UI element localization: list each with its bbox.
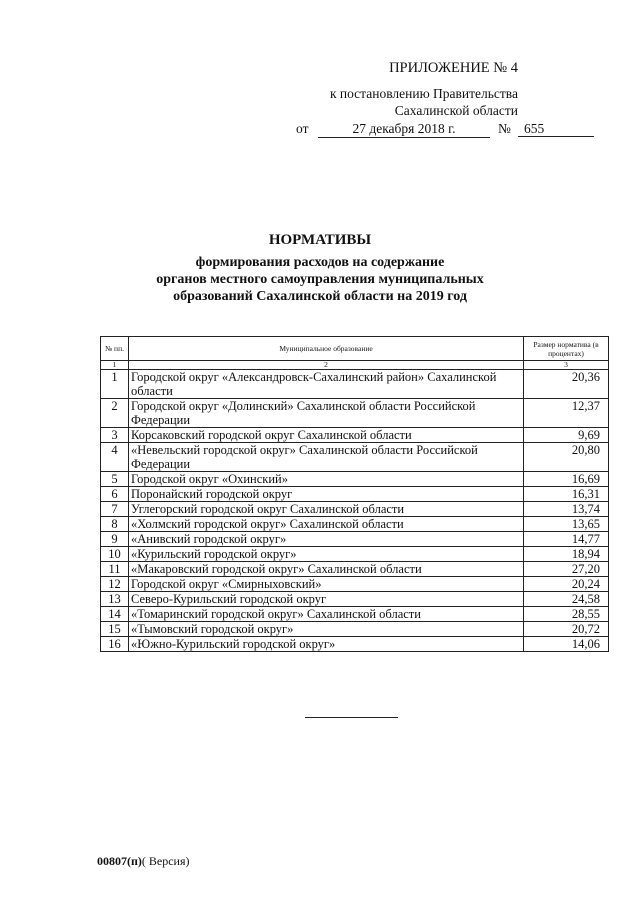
row-municipality: Северо-Курильский городской округ <box>129 592 524 607</box>
row-number: 1 <box>101 370 129 399</box>
row-municipality: «Тымовский городской округ» <box>129 622 524 637</box>
row-norm-value: 14,77 <box>524 532 609 547</box>
row-norm-value: 27,20 <box>524 562 609 577</box>
row-municipality: «Макаровский городской округ» Сахалинской области <box>129 562 524 577</box>
row-norm-value: 16,69 <box>524 472 609 487</box>
table-row <box>101 562 609 577</box>
table-row <box>101 399 609 428</box>
table-row <box>101 637 609 652</box>
header-num: № пп. <box>101 337 129 361</box>
table-row <box>101 517 609 532</box>
table-row <box>101 428 609 443</box>
row-norm-value: 20,24 <box>524 577 609 592</box>
table-row <box>101 370 609 399</box>
table-row <box>101 532 609 547</box>
footer-version: ( Версия) <box>141 854 190 868</box>
row-number: 13 <box>101 592 129 607</box>
row-number: 2 <box>101 399 129 428</box>
row-norm-value: 12,37 <box>524 399 609 428</box>
table-row <box>101 622 609 637</box>
table-row <box>101 443 609 472</box>
row-municipality: «Анивский городской округ» <box>129 532 524 547</box>
row-municipality: «Холмский городской округ» Сахалинской области <box>129 517 524 532</box>
row-municipality: «Томаринский городской округ» Сахалинской области <box>129 607 524 622</box>
row-norm-value: 16,31 <box>524 487 609 502</box>
row-norm-value: 20,80 <box>524 443 609 472</box>
footer-code <box>97 854 190 869</box>
row-number: 8 <box>101 517 129 532</box>
table-row <box>101 577 609 592</box>
row-norm-value: 14,06 <box>524 637 609 652</box>
row-number: 12 <box>101 577 129 592</box>
row-number: 16 <box>101 637 129 652</box>
header-norm-size: Размер норматива (в процентах) <box>524 337 609 361</box>
row-municipality: Городской округ «Охинский» <box>129 472 524 487</box>
decree-number: 655 <box>518 121 594 137</box>
row-norm-value: 24,58 <box>524 592 609 607</box>
appendix-ref-line2: Сахалинской области <box>394 103 518 118</box>
row-municipality: Городской округ «Александровск-Сахалинский район» Сахалинской области <box>129 370 524 399</box>
row-number: 6 <box>101 487 129 502</box>
row-norm-value: 13,65 <box>524 517 609 532</box>
index-row <box>101 361 609 370</box>
table-row <box>101 607 609 622</box>
document-subtitle-line1: формирования расходов на содержание <box>195 255 445 270</box>
row-municipality: Городской округ «Смирныховский» <box>129 577 524 592</box>
row-number: 7 <box>101 502 129 517</box>
end-divider <box>305 717 398 718</box>
table-row <box>101 547 609 562</box>
row-norm-value: 28,55 <box>524 607 609 622</box>
row-number: 15 <box>101 622 129 637</box>
table-row <box>101 472 609 487</box>
document-subtitle-line3: образований Сахалинской области на 2019 год <box>173 289 467 304</box>
row-norm-value: 18,94 <box>524 547 609 562</box>
from-label: от <box>296 121 309 136</box>
number-sign: № <box>498 121 511 136</box>
row-norm-value: 9,69 <box>524 428 609 443</box>
index-cell: 2 <box>129 361 524 370</box>
row-number: 4 <box>101 443 129 472</box>
row-municipality: Углегорский городской округ Сахалинской области <box>129 502 524 517</box>
norms-table <box>100 336 609 652</box>
document-title: НОРМАТИВЫ <box>268 232 372 248</box>
table-row <box>101 487 609 502</box>
index-cell: 3 <box>524 361 609 370</box>
footer-code-number: 00807(п) <box>97 854 142 868</box>
row-number: 11 <box>101 562 129 577</box>
row-municipality: «Невельский городской округ» Сахалинской области Российской Федерации <box>129 443 524 472</box>
row-municipality: Городской округ «Долинский» Сахалинской области Российской Федерации <box>129 399 524 428</box>
document-subtitle-line2: органов местного самоуправления муниципальных <box>156 272 484 287</box>
row-municipality: Поронайский городской округ <box>129 487 524 502</box>
appendix-ref-line1: к постановлению Правительства <box>329 86 518 101</box>
row-municipality: «Южно-Курильский городской округ» <box>129 637 524 652</box>
row-norm-value: 20,72 <box>524 622 609 637</box>
appendix-title: ПРИЛОЖЕНИЕ № 4 <box>389 60 518 76</box>
table-row <box>101 592 609 607</box>
row-number: 9 <box>101 532 129 547</box>
header-municipality: Муниципальное образование <box>129 337 524 361</box>
table-row <box>101 502 609 517</box>
row-number: 5 <box>101 472 129 487</box>
row-number: 14 <box>101 607 129 622</box>
row-number: 3 <box>101 428 129 443</box>
row-norm-value: 13,74 <box>524 502 609 517</box>
index-cell: 1 <box>101 361 129 370</box>
row-norm-value: 20,36 <box>524 370 609 399</box>
row-municipality: Корсаковский городской округ Сахалинской области <box>129 428 524 443</box>
row-number: 10 <box>101 547 129 562</box>
decree-date: 27 декабря 2018 г. <box>318 121 490 138</box>
row-municipality: «Курильский городской округ» <box>129 547 524 562</box>
